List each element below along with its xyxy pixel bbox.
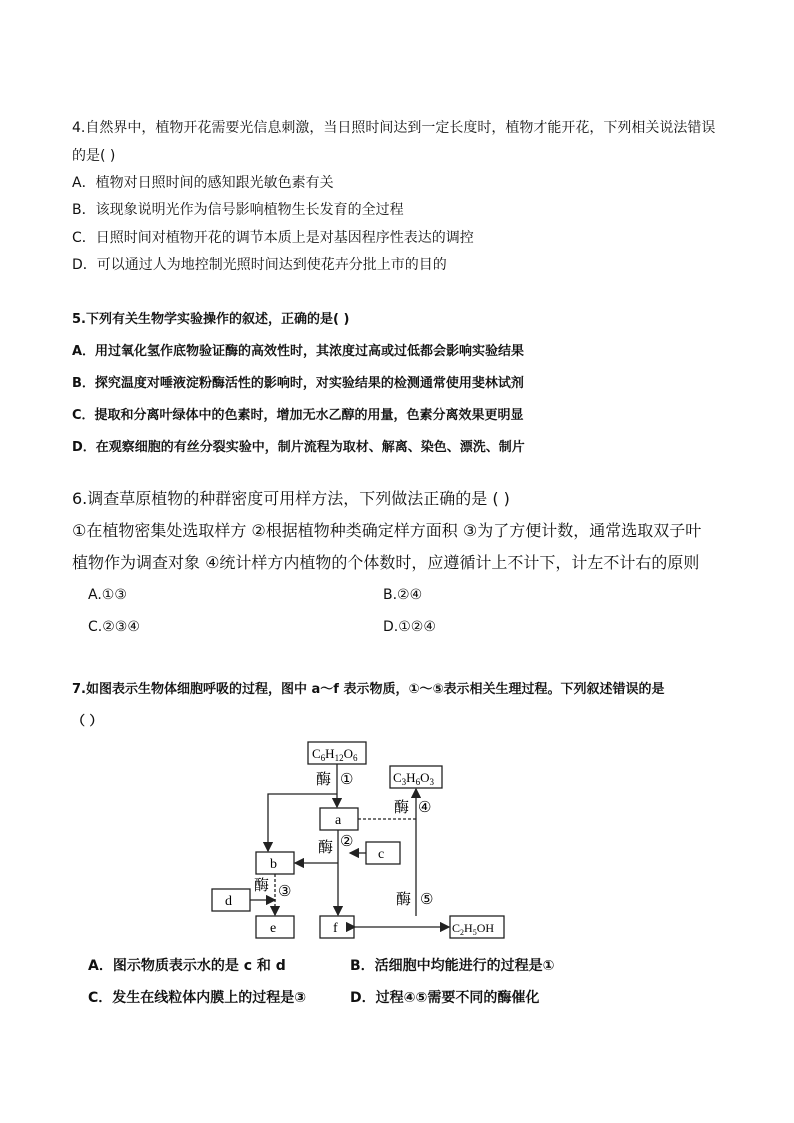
- node-d-label: d: [225, 894, 232, 909]
- step-4-label: ④: [418, 800, 432, 816]
- q6-stem-line3: 植物作为调查对象 ④统计样方内植物的个体数时，应遵循计上不计下，计左不计右的原则: [72, 553, 700, 572]
- respiration-diagram: [200, 736, 520, 946]
- node-c-label: c: [378, 847, 385, 862]
- glucose-label: $C_6H_{12}O_6$: [312, 746, 358, 763]
- q4-stem-line1: 4.自然界中，植物开花需要光信息刺激，当日照时间达到一定长度时，植物才能开花，下列相关说法错误: [72, 120, 716, 136]
- q5-stem: 5.下列有关生物学实验操作的叙述，正确的是( ): [72, 312, 350, 327]
- q4-option-d: D．可以通过人为地控制光照时间达到使花卉分批上市的目的: [72, 257, 447, 273]
- step-2-label: ②: [340, 834, 354, 850]
- enzyme-label-4: 酶: [394, 800, 410, 816]
- q4-option-c: C．日照时间对植物开花的调节本质上是对基因程序性表达的调控: [72, 230, 474, 246]
- q5-option-b: B．探究温度对唾液淀粉酶活性的影响时，对实验结果的检测通常使用斐林试剂: [72, 376, 524, 391]
- q5-option-d: D．在观察细胞的有丝分裂实验中，制片流程为取材、解离、染色、漂洗、制片: [72, 440, 525, 455]
- step-5-label: ⑤: [420, 892, 434, 908]
- node-a-label: a: [335, 813, 342, 828]
- lactate-label: $C_3H_6O_3$: [393, 770, 434, 787]
- q4-option-a: A．植物对日照时间的感知跟光敏色素有关: [72, 175, 334, 191]
- q4-option-b: B．该现象说明光作为信号影响植物生长发育的全过程: [72, 202, 404, 218]
- step-3-label: ③: [278, 884, 292, 900]
- enzyme-label-5: 酶: [396, 892, 412, 908]
- q5-option-c: C．提取和分离叶绿体中的色素时，增加无水乙醇的用量，色素分离效果更明显: [72, 408, 524, 423]
- step-1-label: ①: [340, 772, 354, 788]
- enzyme-label-2: 酶: [318, 840, 334, 856]
- node-f-label: f: [333, 921, 338, 936]
- enzyme-label-3: 酶: [254, 878, 270, 894]
- q7-option-a: A．图示物质表示水的是 c 和 d: [88, 958, 286, 974]
- q6-option-a: A.①③: [88, 587, 127, 603]
- node-e-label: e: [270, 921, 277, 936]
- q6-option-b: B.②④: [383, 587, 423, 603]
- q7-option-c: C．发生在线粒体内膜上的过程是③: [88, 990, 307, 1006]
- q6-option-c: C.②③④: [88, 619, 140, 635]
- q6-stem-line1: 6.调查草原植物的种群密度可用样方法，下列做法正确的是 ( ): [72, 489, 510, 508]
- q7-stem-line2: （ ）: [72, 714, 103, 729]
- q5-option-a: A．用过氧化氢作底物验证酶的高效性时，其浓度过高或过低都会影响实验结果: [72, 344, 525, 359]
- q7-option-b: B．活细胞中均能进行的过程是①: [350, 958, 555, 974]
- enzyme-label-1: 酶: [316, 772, 332, 788]
- q4-stem-line2: 的是( ): [72, 148, 116, 164]
- q6-stem-line2: ①在植物密集处选取样方 ②根据植物种类确定样方面积 ③为了方便计数，通常选取双子叶: [72, 521, 702, 540]
- node-b-label: b: [270, 857, 277, 872]
- q7-option-d: D．过程④⑤需要不同的酶催化: [350, 990, 540, 1006]
- ethanol-label: $C_2H_5OH$: [452, 921, 495, 937]
- q6-option-d: D.①②④: [383, 619, 436, 635]
- q7-stem-line1: 7.如图表示生物体细胞呼吸的过程，图中 a～f 表示物质，①～⑤表示相关生理过程。下列叙述错误的是: [72, 682, 665, 697]
